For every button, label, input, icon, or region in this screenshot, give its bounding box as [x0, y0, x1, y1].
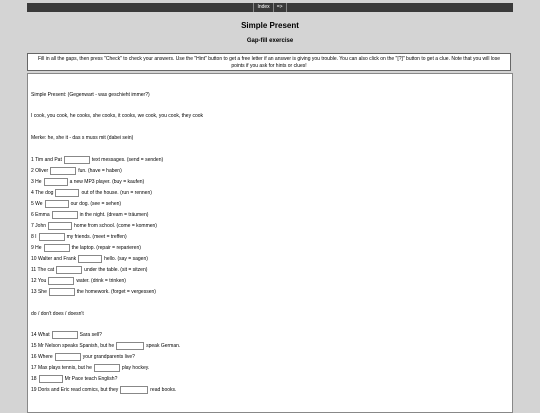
gap-item: [31, 363, 149, 372]
item-hint: our dog. (see = sehen): [70, 200, 122, 207]
gap-item: [31, 188, 152, 197]
top-nav-bar: [27, 3, 513, 12]
item-hint: your grandparents live?: [82, 353, 135, 360]
item-hint: in the night. (dream = träumen): [79, 211, 149, 218]
gap-item: [31, 243, 141, 252]
gap-item: [31, 210, 148, 219]
item-hint: Mr Pace teach English?: [64, 375, 118, 382]
item-prompt: 16 Where: [31, 353, 53, 360]
gap-input[interactable]: [44, 178, 68, 186]
gap-item: [31, 254, 148, 263]
gap-input[interactable]: [52, 211, 78, 219]
item-hint: hello. (say = sagen): [104, 255, 148, 262]
gap-input[interactable]: [39, 233, 65, 241]
item-prompt: 14 What: [31, 331, 50, 338]
exercise-content: [27, 73, 513, 413]
item-hint: play hockey.: [121, 364, 150, 371]
item-prompt: 13 She: [31, 288, 47, 295]
gap-input[interactable]: [94, 364, 120, 372]
item-hint: fun. (have = haben): [78, 167, 122, 174]
instructions-box: Fill in all the gaps, then press "Check" to check your answers. Use the "Hint" button to get a free letter if an answer is giving you trouble. You can also click on the "[?]" button to get a clue. Note that you will lose points if you ask for hints or clues!: [27, 53, 511, 71]
item-hint: home from school. (come = kommen): [74, 222, 157, 229]
gap-item: [31, 166, 122, 175]
gap-item: [31, 330, 102, 339]
gap-item: [31, 287, 156, 296]
item-hint: water. (drink = trinken): [76, 277, 126, 284]
gap-input[interactable]: [64, 156, 90, 164]
gap-input[interactable]: [116, 342, 144, 350]
page-subtitle: Gap-fill exercise: [246, 38, 294, 44]
item-hint: the laptop. (repair = reparieren): [71, 244, 141, 251]
gap-input[interactable]: [49, 288, 75, 296]
gap-input[interactable]: [50, 167, 76, 175]
page-title: Simple Present: [241, 21, 299, 30]
gap-item: [31, 276, 126, 285]
item-prompt: 17 Max plays tennis, but he: [31, 364, 92, 371]
gap-item: [31, 352, 135, 361]
section-heading: do / don't does / doesn't: [31, 310, 84, 317]
item-prompt: 10 Walter and Frank: [31, 255, 77, 262]
item-prompt: 8 I: [31, 233, 37, 240]
gap-item: [31, 177, 144, 186]
gap-item: [31, 232, 127, 241]
nav-next-link[interactable]: =>: [273, 3, 287, 12]
item-hint: text messages. (send = senden): [91, 156, 164, 163]
conjugation-text: I cook, you cook, he cooks, she cooks, it cooks, we cook, you cook, they cook: [31, 112, 204, 119]
gap-input[interactable]: [55, 353, 81, 361]
gap-item: [31, 341, 180, 350]
gap-input[interactable]: [48, 277, 74, 285]
item-hint: my friends. (meet = treffen): [66, 233, 127, 240]
gap-input[interactable]: [55, 189, 79, 197]
item-prompt: 6 Emma: [31, 211, 50, 218]
gap-input[interactable]: [48, 222, 72, 230]
gap-item: [31, 374, 117, 383]
gap-input[interactable]: [45, 200, 69, 208]
gap-item: [31, 199, 121, 208]
gap-item: [31, 265, 147, 274]
nav-index-link[interactable]: Index: [253, 3, 272, 12]
item-prompt: 7 John: [31, 222, 47, 229]
item-hint: out of the house. (run = rennen): [81, 189, 152, 196]
item-prompt: 11 The cat: [31, 266, 55, 273]
item-hint: under the table. (sit = sitzen): [84, 266, 148, 273]
gap-item: [31, 155, 163, 164]
gap-item: [31, 221, 157, 230]
item-prompt: 2 Oliver: [31, 167, 49, 174]
item-hint: speak German.: [146, 342, 181, 349]
gap-input[interactable]: [78, 255, 102, 263]
gap-input[interactable]: [56, 266, 82, 274]
item-prompt: 5 We: [31, 200, 43, 207]
gap-item: [31, 385, 176, 394]
item-prompt: 15 Mr Nelson speaks Spanish, but he: [31, 342, 115, 349]
rule-text: Merke: he, she it - das s muss mit (dabei sein): [31, 134, 134, 141]
gap-input[interactable]: [52, 331, 78, 339]
item-prompt: 19 Doris and Eric read comics, but they: [31, 386, 119, 393]
item-hint: Sara sell?: [79, 331, 102, 338]
item-prompt: 1 Tim and Pat: [31, 156, 62, 163]
item-prompt: 9 He: [31, 244, 42, 251]
gap-input[interactable]: [120, 386, 148, 394]
gap-input[interactable]: [39, 375, 63, 383]
item-prompt: 3 He: [31, 178, 42, 185]
item-prompt: 18: [31, 375, 37, 382]
item-prompt: 4 The dog: [31, 189, 54, 196]
item-hint: a new MP3 player. (buy = kaufen): [69, 178, 145, 185]
intro-text: Simple Present: (Gegenwart - was geschieht immer?): [31, 91, 150, 98]
item-prompt: 12 You: [31, 277, 47, 284]
item-hint: read books.: [150, 386, 177, 393]
item-hint: the homework. (forget = vergessen): [76, 288, 156, 295]
gap-input[interactable]: [44, 244, 70, 252]
